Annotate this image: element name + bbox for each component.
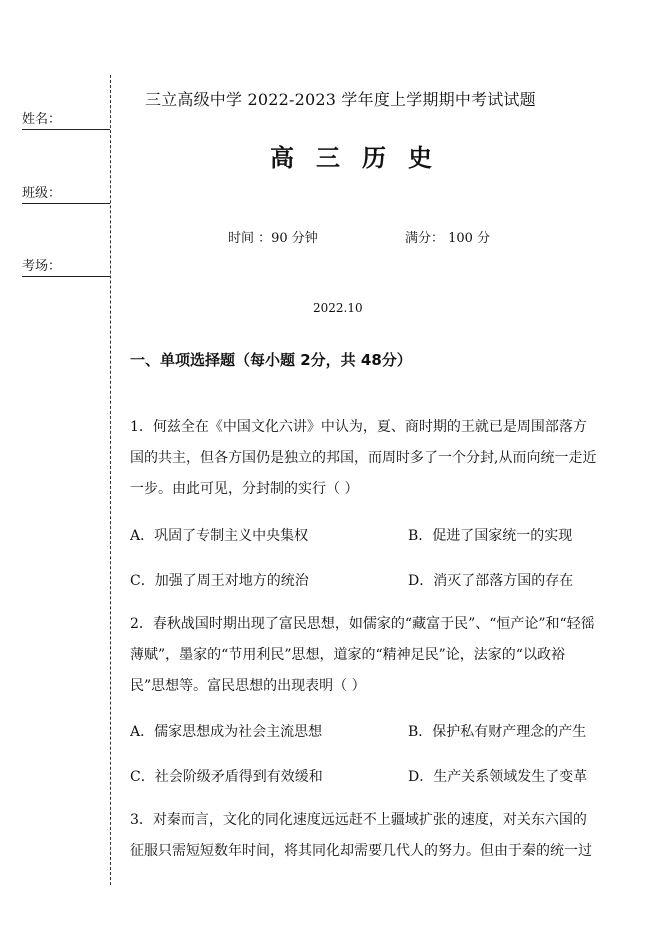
exam-date: 2022.10 <box>313 301 363 315</box>
room-field[interactable] <box>22 258 110 277</box>
question-1-option-c[interactable]: C．加强了周王对地方的统治 <box>130 573 309 589</box>
name-field[interactable] <box>22 111 110 130</box>
question-1-text: 1．何兹全在《中国文化六讲》中认为，夏、商时期的王就已是周围部落方国的共主，但各方国仍是独立的邦国，而周时多了一个分封,从而向统一走近一步。由此可见，分封制的实行（ ） <box>130 419 597 497</box>
question-2-option-d[interactable]: D．生产关系领域发生了变革 <box>408 769 588 785</box>
exam-title: 三立高级中学 2022-2023 学年度上学期期中考试试题 <box>145 90 536 109</box>
question-2-text: 2．春秋战国时期出现了富民思想，如儒家的“藏富于民”、“恒产论”和“轻徭薄赋”，墨家的“节用利民”思想，道家的“精神足民”论，法家的“以政裕民”思想等。富民思想的出现表明（ ） <box>130 616 595 694</box>
subject-title: 高三历史 <box>270 144 454 172</box>
question-2-option-b[interactable]: B．保护私有财产理念的产生 <box>408 724 587 740</box>
class-label: 班级： <box>22 186 62 201</box>
question-1-option-a[interactable]: A．巩固了专制主义中央集权 <box>130 528 309 544</box>
binding-dashed-line <box>110 75 111 885</box>
question-1-option-d[interactable]: D．消灭了部落方国的存在 <box>408 573 574 589</box>
question-3-text: 3．对秦而言，文化的同化速度远远赶不上疆域扩张的速度，对关东六国的征服只需短短数年时间，将其同化却需要几代人的努力。但由于秦的统一过 <box>130 812 592 859</box>
question-2-option-c[interactable]: C．社会阶级矛盾得到有效缓和 <box>130 769 323 785</box>
question-2-option-a[interactable]: A．儒家思想成为社会主流思想 <box>130 724 323 740</box>
class-field[interactable] <box>22 185 110 204</box>
section-title: 一、单项选择题（每小题 2分，共 48分） <box>130 351 412 369</box>
question-1-option-b[interactable]: B．促进了国家统一的实现 <box>408 528 573 544</box>
time-info: 时间 ：90 分钟 <box>228 231 318 246</box>
score-info: 满分： 100 分 <box>405 231 491 246</box>
name-label: 姓名： <box>22 112 62 127</box>
room-label: 考场： <box>22 259 62 274</box>
